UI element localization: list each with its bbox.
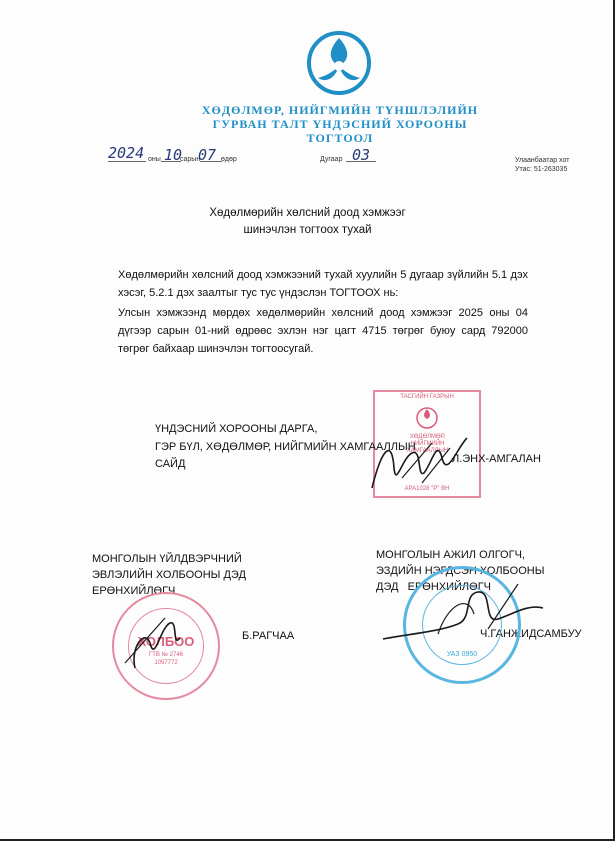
employers-signature-icon: [378, 574, 548, 654]
employers-title-line3: ДЭД ЕРӨНХИЙЛӨГЧ: [376, 581, 491, 593]
union-title-line3: ЕРӨНХИЙЛӨГЧ: [92, 585, 176, 597]
date-month: 10: [164, 146, 183, 164]
date-year: 2024: [108, 144, 145, 162]
title-line1: Хөдөлмөрийн хөлсний доод хэмжээг: [209, 207, 406, 219]
stamp-rect-line3: ХАМГААЛЛЫН: [406, 448, 449, 454]
month-suffix: сарын: [180, 156, 201, 163]
title-line2: шинэчлэн тогтоох тухай: [243, 224, 372, 236]
union-stamp-center: ХОЛБОО: [137, 634, 195, 649]
chair-signature-icon: [362, 418, 472, 498]
year-suffix: оны: [148, 156, 161, 163]
number-label: Дугаар: [320, 156, 343, 163]
union-stamp-sub1: ГТВ № 2746: [148, 652, 184, 658]
organization-logo-icon: [306, 30, 372, 96]
chair-title-line3: САЙД: [155, 458, 186, 470]
chair-name: Л.ЭНХ-АМГАЛАН: [452, 453, 541, 465]
day-suffix: өдөр: [221, 156, 237, 163]
stamp-rect-top: ТАСГИЙН ГАЗРЫН: [400, 394, 454, 400]
employers-name: Ч.ГАНЖИДСАМБУУ: [480, 628, 582, 640]
union-stamp-sub2: 1057772: [154, 660, 178, 666]
employers-stamp-bottom: УАЗ 0950: [446, 651, 478, 658]
union-signature-icon: [120, 608, 200, 678]
chair-title-line1: ҮНДЭСНИЙ ХОРООНЫ ДАРГА,: [155, 423, 318, 435]
document-number: 03: [352, 146, 371, 164]
union-title-line2: ЭВЛЭЛИЙН ХОЛБООНЫ ДЭД: [92, 569, 246, 581]
number-row: [320, 146, 400, 168]
employers-title-line2: ЭЗДИЙН НЭГДСЭН ХОЛБООНЫ: [376, 565, 545, 577]
union-name: Б.РАГЧАА: [242, 630, 295, 642]
city-text: Улаанбаатар хот: [515, 157, 570, 164]
paragraph-basis: Хөдөлмөрийн хөлсний доод хэмжээний тухай хуулийн 5 дугаар зүйлийн 5.1 дэх хэсэг, 5.2.1 дэх заалтыг тус тус үндэслэн ТОГТООХ нь:: [118, 269, 528, 299]
stamp-rect-line1: ХӨДӨЛМӨР,: [409, 434, 446, 440]
chair-title-line2: ГЭР БҮЛ, ХӨДӨЛМӨР, НИЙГМИЙН ХАМГААЛЛЫН: [155, 441, 416, 453]
union-title-line1: МОНГОЛЫН ҮЙЛДВЭРЧНИЙ: [92, 553, 242, 565]
paragraph-decision: Улсын хэмжээнд мөрдөх хөдөлмөрийн хөлсний доод хэмжээг 2025 оны 04 дүгээр сарын 01-ний өдрөөс эхлэн нэг цагт 4715 төгрөг буюу сард 792000 төгрөг байхаар шинэчлэн тогтоосугай.: [118, 307, 528, 355]
document-type: ТОГТООЛ: [306, 131, 374, 145]
stamp-rect-bottom: АРА1028 "P" ВН: [404, 486, 450, 492]
stamp-rect-line2: НИЙГМИЙН: [410, 441, 445, 447]
org-name-line2: ГУРВАН ТАЛТ ҮНДЭСНИЙ ХОРООНЫ: [212, 117, 468, 131]
org-name-line1: ХӨДӨЛМӨР, НИЙГМИЙН ТҮНШЛЭЛИЙН: [201, 103, 479, 117]
employers-title-line1: МОНГОЛЫН АЖИЛ ОЛГОГЧ,: [376, 549, 525, 561]
date-day: 07: [198, 146, 217, 164]
phone-text: Утас: 51-263035: [515, 166, 568, 173]
